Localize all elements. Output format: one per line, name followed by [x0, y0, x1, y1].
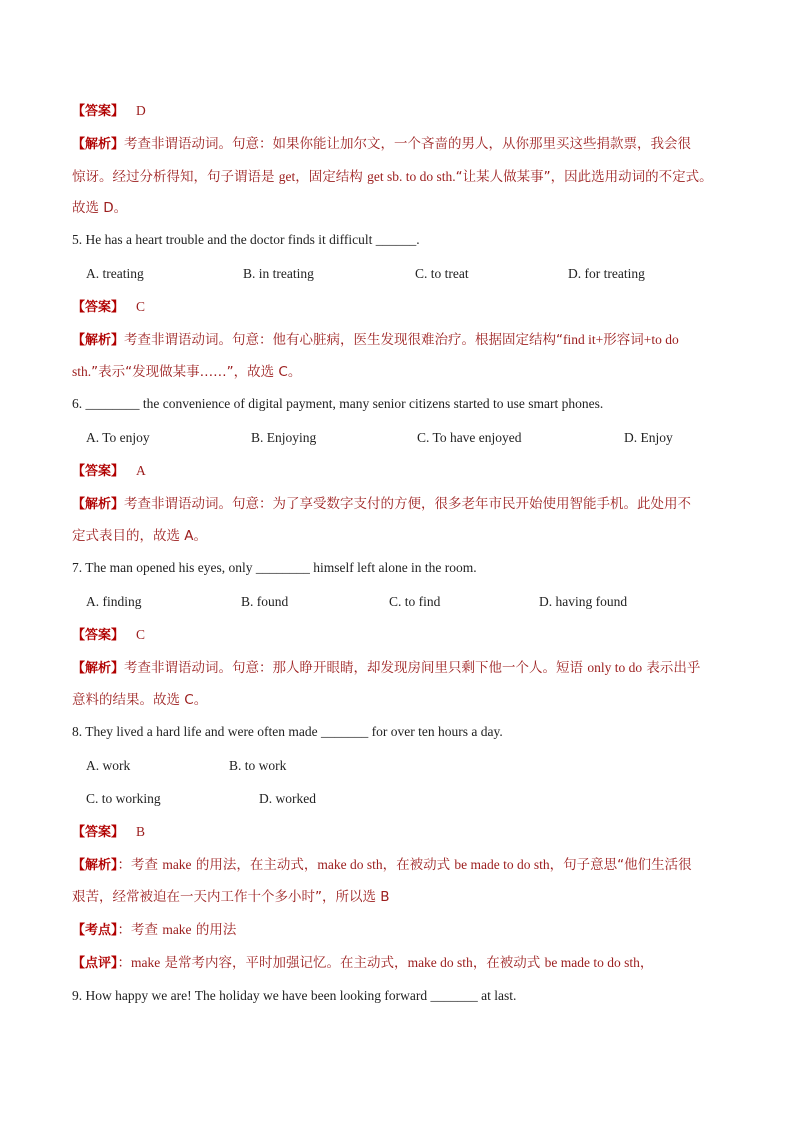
q5-option-d: D. for treating [568, 266, 645, 281]
analysis-text: sth. [72, 364, 92, 379]
q6-answer-line [72, 461, 146, 482]
analysis-text: get sb. to do sth. [367, 169, 456, 184]
answer-value: A [136, 463, 146, 478]
q6-analysis-line-1 [72, 494, 691, 515]
analysis-text: “让某人做某事”，因此选用动词的不定式。 [455, 169, 713, 185]
answer-tag: 【答案】 [72, 300, 125, 315]
point-text: ：考查 [117, 922, 163, 938]
q4-answer-line [72, 101, 146, 122]
q7-option-c: C. to find [389, 594, 441, 609]
q8-option-c: C. to working [86, 791, 161, 806]
analysis-tag: 【解析】 [72, 497, 125, 512]
comment-text: ，在被动式 [472, 955, 545, 971]
answer-value: D [136, 103, 146, 118]
comment-text: be made to do sth [544, 955, 640, 970]
q7-analysis-line-1 [72, 658, 700, 679]
q7-stem: 7. The man opened his eyes, only ________ himself left alone in the room. [72, 560, 477, 575]
analysis-text: 定式表目的，故选 A。 [72, 528, 208, 544]
q5-answer-line [72, 297, 145, 318]
analysis-text: 考查非谓语动词。句意：那人睁开眼睛，却发现房间里只剩下他一个人。短语 [124, 660, 588, 676]
q4-analysis-line-1 [72, 134, 691, 155]
analysis-text: 惊讶。经过分析得知，句子谓语是 [72, 169, 279, 185]
q8-point-line [72, 920, 236, 941]
analysis-text: be made to do sth [454, 857, 550, 872]
analysis-text: ，在被动式 [382, 857, 455, 873]
comment-tag: 【点评】 [72, 956, 118, 971]
q6-stem: 6. ________ the convenience of digital payment, many senior citizens started to use smart phones. [72, 396, 604, 411]
analysis-text: 故选 D。 [72, 200, 128, 216]
analysis-text: make do sth [317, 857, 383, 872]
analysis-text: +to do [643, 332, 679, 347]
q5-analysis-line-2 [72, 362, 301, 382]
analysis-text: 考查非谓语动词。句意：为了享受数字支付的方便，很多老年市民开始使用智能手机。此处用不 [124, 496, 692, 512]
comment-text: 是常考内容，平时加强记忆。在主动式， [160, 955, 408, 971]
answer-tag: 【答案】 [72, 104, 125, 119]
analysis-text: ”表示“发现做某事……”，故选 C。 [91, 364, 302, 380]
q8-analysis-line-1 [72, 855, 692, 876]
q5-option-a: A. treating [86, 266, 144, 281]
analysis-text: ，句子意思“他们生活很 [549, 857, 692, 873]
q7-analysis-line-2 [72, 690, 207, 710]
q8-analysis-line-2 [72, 887, 390, 907]
analysis-tag: 【解析】 [72, 661, 125, 676]
analysis-text: 考查非谓语动词。句意：如果你能让加尔文，一个吝啬的男人，从你那里买这些捐款票，我会很 [124, 136, 692, 152]
analysis-text: 表示出乎 [642, 660, 701, 676]
answer-tag: 【答案】 [72, 628, 125, 643]
q8-stem: 8. They lived a hard life and were often made _______ for over ten hours a day. [72, 724, 503, 739]
answer-tag: 【答案】 [72, 825, 125, 840]
analysis-tag: 【解析】 [72, 858, 118, 873]
q5-analysis-line-1 [72, 330, 679, 351]
analysis-text: 形容词 [603, 332, 644, 348]
point-text: make [162, 922, 192, 937]
analysis-text: make [162, 857, 192, 872]
q5-stem: 5. He has a heart trouble and the doctor finds it difficult ______. [72, 232, 420, 247]
q7-option-a: A. finding [86, 594, 142, 609]
q4-analysis-line-2 [72, 167, 713, 187]
analysis-tag: 【解析】 [72, 333, 125, 348]
q6-option-d: D. Enjoy [624, 430, 673, 445]
analysis-text: 艰苦，经常被迫在一天内工作十个多小时”，所以选 B [72, 889, 390, 905]
comment-text: ， [639, 955, 654, 971]
answer-value: C [136, 627, 146, 642]
q6-option-c: C. To have enjoyed [417, 430, 522, 445]
q8-comment-line [72, 953, 653, 974]
analysis-text: ：考查 [117, 857, 163, 873]
q6-option-b: B. Enjoying [251, 430, 317, 445]
q8-option-d: D. worked [259, 791, 316, 806]
analysis-tag: 【解析】 [72, 137, 125, 152]
q7-option-d: D. having found [539, 594, 628, 609]
analysis-text: ，固定结构 [295, 169, 368, 185]
point-tag: 【考点】 [72, 923, 118, 938]
q6-analysis-line-2 [72, 526, 207, 546]
answer-value: B [136, 824, 146, 839]
q5-option-b: B. in treating [243, 266, 314, 281]
q8-answer-line [72, 822, 145, 843]
analysis-text: 意料的结果。故选 C。 [72, 692, 208, 708]
q8-option-a: A. work [86, 758, 131, 773]
q6-option-a: A. To enjoy [86, 430, 150, 445]
q7-answer-line [72, 625, 145, 646]
answer-value: C [136, 299, 146, 314]
comment-text: make do sth [407, 955, 473, 970]
analysis-text: only to do [587, 660, 643, 675]
analysis-text: find it+ [563, 332, 604, 347]
answer-tag: 【答案】 [72, 464, 125, 479]
comment-text: make [131, 955, 161, 970]
q4-analysis-line-3 [72, 198, 127, 218]
analysis-text: 的用法，在主动式， [191, 857, 318, 873]
point-text: 的用法 [191, 922, 237, 938]
q8-option-b: B. to work [229, 758, 287, 773]
q9-stem: 9. How happy we are! The holiday we have been looking forward _______ at last. [72, 988, 517, 1003]
comment-text: ： [117, 955, 132, 971]
q5-option-c: C. to treat [415, 266, 469, 281]
analysis-text: 考查非谓语动词。句意：他有心脏病，医生发现很难治疗。根据固定结构“ [124, 332, 564, 348]
q7-option-b: B. found [241, 594, 289, 609]
analysis-text: get [278, 169, 296, 184]
